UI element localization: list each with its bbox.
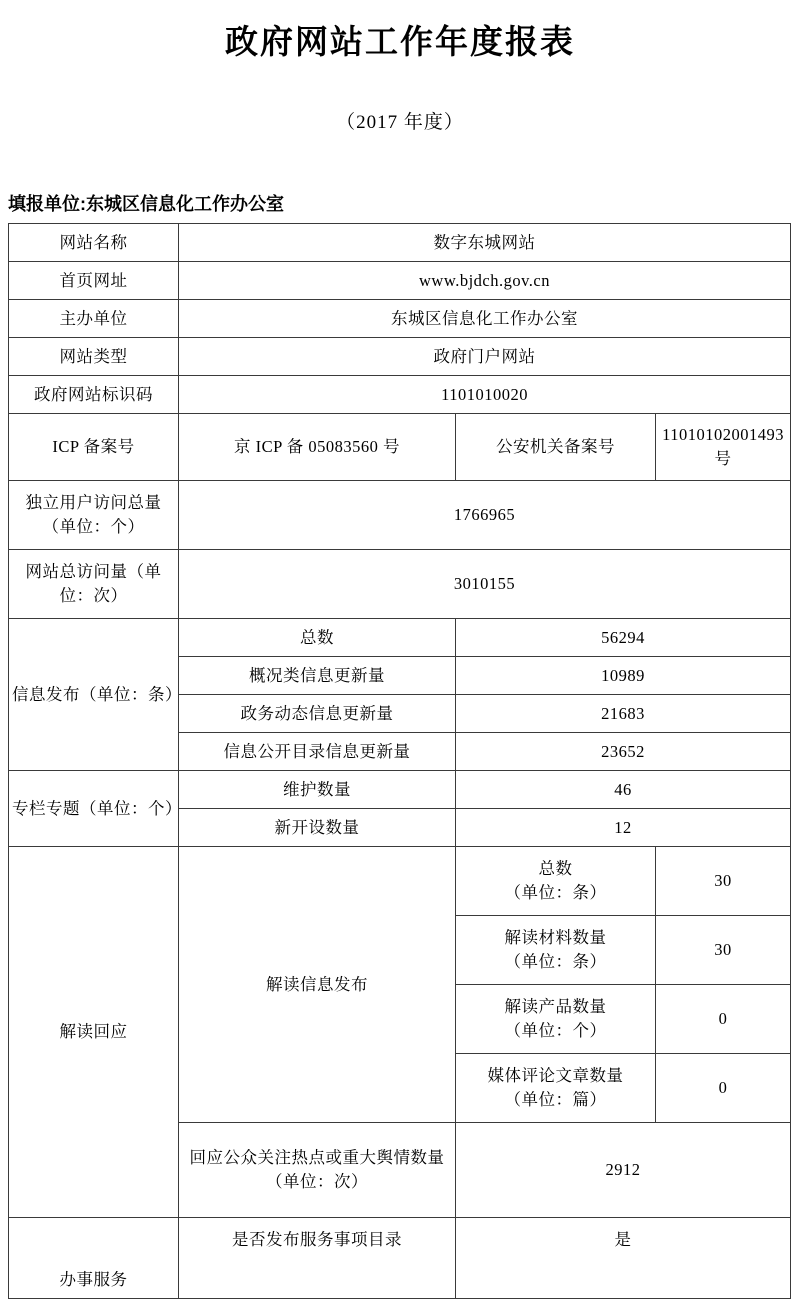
- homepage-url-label: 首页网址: [9, 262, 179, 300]
- service-catalog-value: 是: [456, 1218, 791, 1299]
- interpret-item-label: [456, 985, 656, 1054]
- police-record-label: 公安机关备案号: [456, 414, 656, 481]
- gov-site-code-label: 政府网站标识码: [9, 376, 179, 414]
- table-row: [9, 224, 791, 262]
- interpret-publish-label: 解读信息发布: [179, 847, 456, 1123]
- total-visits-label: 网站总访问量（单位：次）: [9, 550, 179, 619]
- interpret-item-unit: （单位：条）: [504, 883, 607, 902]
- column-topic-item-value: 46: [456, 771, 791, 809]
- table-row: [9, 847, 791, 916]
- interpret-item-value: 30: [656, 916, 791, 985]
- unique-users-value: 1766965: [179, 481, 791, 550]
- table-row: [9, 338, 791, 376]
- public-response-label: 回应公众关注热点或重大舆情数量（单位：次）: [179, 1123, 456, 1218]
- homepage-url-value: www.bjdch.gov.cn: [179, 262, 791, 300]
- service-label: 办事服务: [9, 1218, 179, 1299]
- column-topic-item-value: 12: [456, 809, 791, 847]
- table-row: [9, 550, 791, 619]
- interpret-response-label: 解读回应: [9, 847, 179, 1218]
- website-type-label: 网站类型: [9, 338, 179, 376]
- unique-users-label: 独立用户访问总量（单位：个）: [9, 481, 179, 550]
- table-row: [9, 619, 791, 657]
- table-row: [9, 771, 791, 809]
- website-type-value: 政府门户网站: [179, 338, 791, 376]
- interpret-item-label: [456, 916, 656, 985]
- total-visits-value: 3010155: [179, 550, 791, 619]
- interpret-item-value: 30: [656, 847, 791, 916]
- interpret-item-unit: （单位：条）: [504, 952, 607, 971]
- interpret-item-label: [456, 1054, 656, 1123]
- website-name-value: 数字东城网站: [179, 224, 791, 262]
- service-catalog-label: 是否发布服务事项目录: [179, 1218, 456, 1299]
- info-publish-item-value: 56294: [456, 619, 791, 657]
- info-publish-item-value: 23652: [456, 733, 791, 771]
- table-row: [9, 414, 791, 481]
- interpret-item-label: [456, 847, 656, 916]
- host-unit-label: 主办单位: [9, 300, 179, 338]
- info-publish-item-label: 总数: [179, 619, 456, 657]
- table-row: [9, 300, 791, 338]
- info-publish-item-label: 信息公开目录信息更新量: [179, 733, 456, 771]
- interpret-item-unit: （单位：个）: [504, 1021, 607, 1040]
- interpret-item-title: 解读产品数量: [504, 997, 607, 1017]
- icp-label: ICP 备案号: [9, 414, 179, 481]
- annual-report-table: [8, 223, 791, 1299]
- host-unit-value: 东城区信息化工作办公室: [179, 300, 791, 338]
- police-record-value: 11010102001493 号: [656, 414, 791, 481]
- interpret-item-value: 0: [656, 1054, 791, 1123]
- info-publish-label: 信息发布（单位：条）: [9, 619, 179, 771]
- icp-value: 京 ICP 备 05083560 号: [179, 414, 456, 481]
- report-unit-label: 填报单位:东城区信息化工作办公室: [8, 194, 284, 214]
- column-topic-item-label: 新开设数量: [179, 809, 456, 847]
- info-publish-item-label: 概况类信息更新量: [179, 657, 456, 695]
- info-publish-item-value: 21683: [456, 695, 791, 733]
- gov-site-code-value: 1101010020: [179, 376, 791, 414]
- table-row: [9, 376, 791, 414]
- column-topic-item-label: 维护数量: [179, 771, 456, 809]
- table-row: [9, 1218, 791, 1299]
- interpret-item-title: 解读材料数量: [504, 928, 607, 948]
- info-publish-item-value: 10989: [456, 657, 791, 695]
- table-row: [9, 262, 791, 300]
- info-publish-item-label: 政务动态信息更新量: [179, 695, 456, 733]
- page-subtitle: （2017 年度）: [336, 112, 464, 133]
- column-topic-label: 专栏专题（单位：个）: [9, 771, 179, 847]
- public-response-value: 2912: [456, 1123, 791, 1218]
- interpret-item-unit: （单位：篇）: [504, 1090, 607, 1109]
- interpret-item-title: 媒体评论文章数量: [487, 1066, 624, 1086]
- page-title: 政府网站工作年度报表: [225, 23, 575, 60]
- website-name-label: 网站名称: [9, 224, 179, 262]
- interpret-item-title: 总数: [538, 859, 573, 879]
- interpret-item-value: 0: [656, 985, 791, 1054]
- table-row: [9, 481, 791, 550]
